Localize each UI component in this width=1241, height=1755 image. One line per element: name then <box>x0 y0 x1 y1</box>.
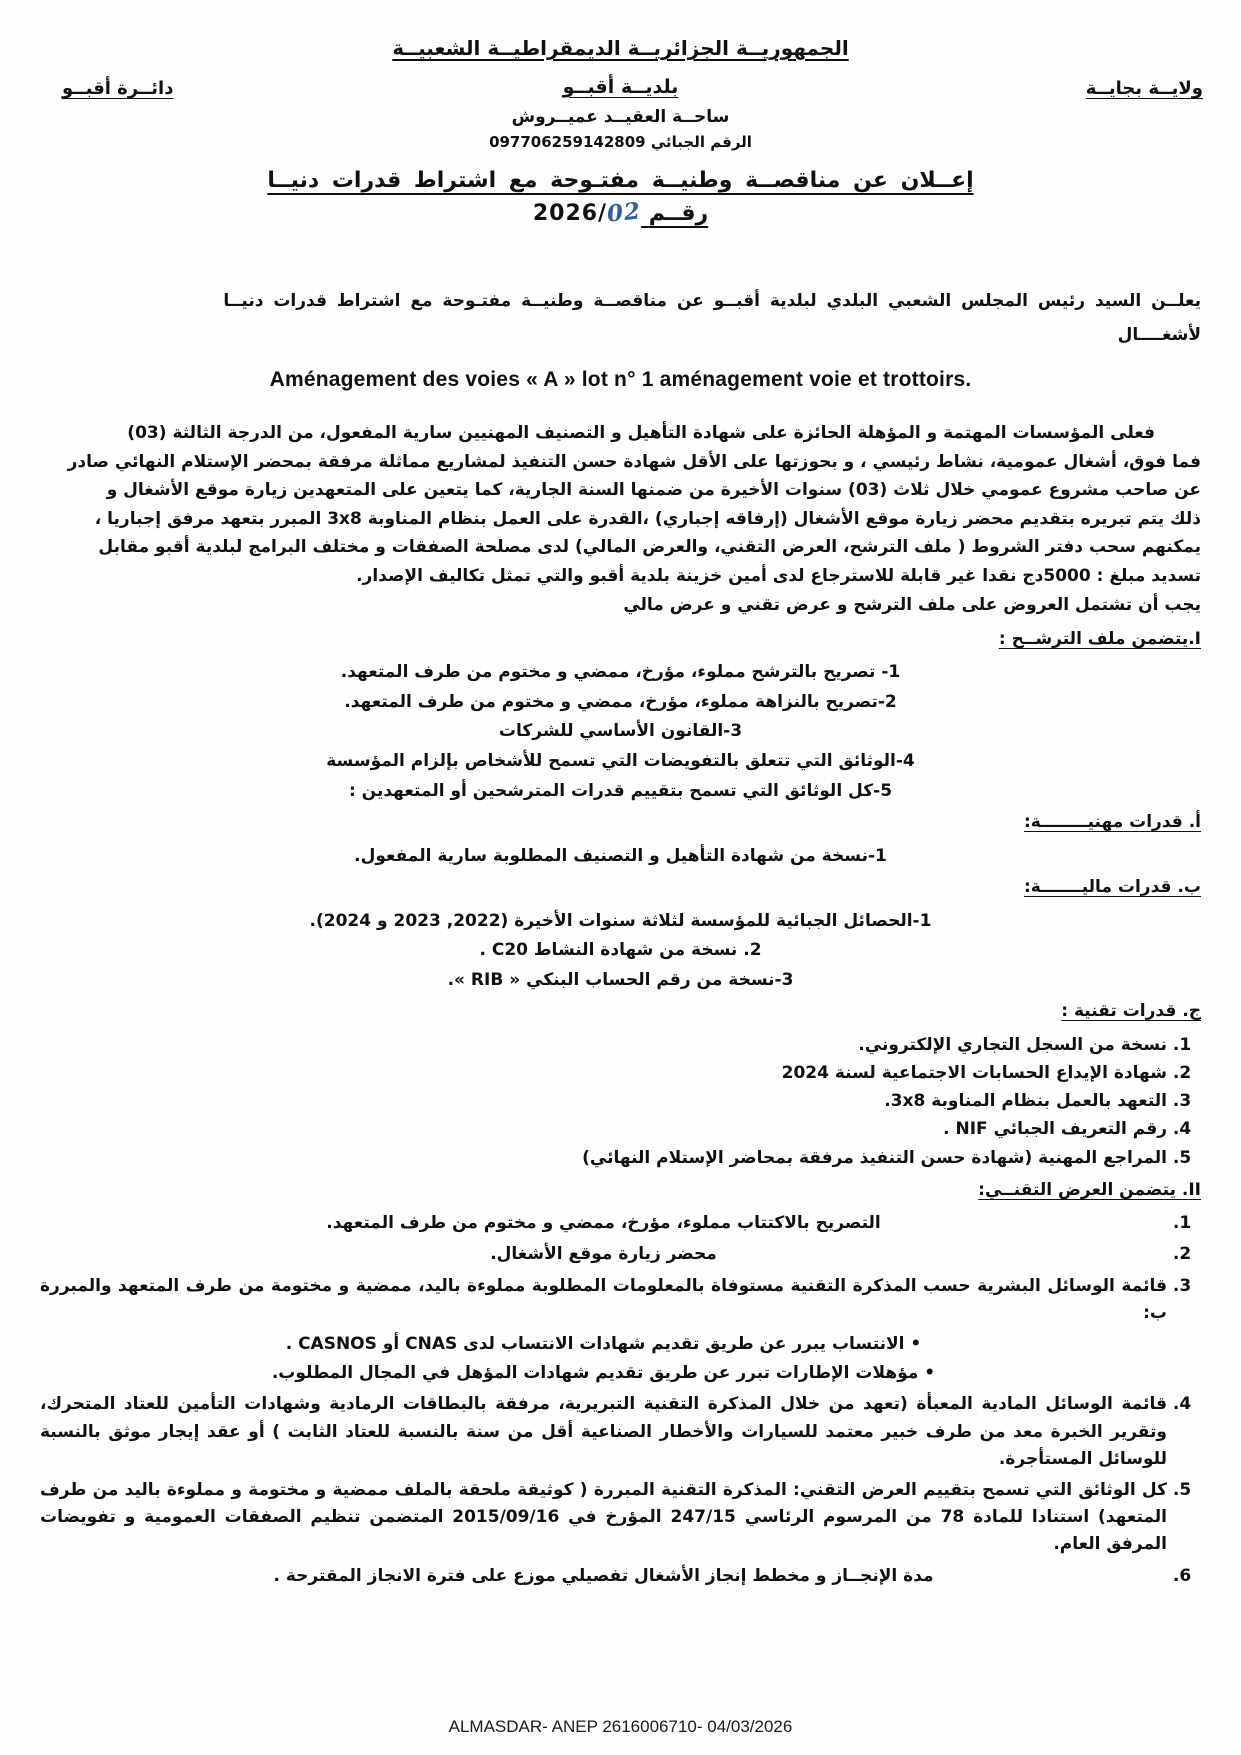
announcement-number-line <box>533 199 708 226</box>
list-item: 5. المراجع المهنية (شهادة حسن التنفيذ مرفقة بمحاضر الإستلام النهائي) <box>40 1145 1167 1172</box>
intro-line-1: يعلــن السيد رئيس المجلس الشعبي البلدي لبلدية أقبــو عن مناقصــة وطنيــة مفتـوحة مع اشتراط قدرات دنيــا <box>223 291 1201 311</box>
sub-bullet: • مؤهلات الإطارات تبرر عن طريق تقديم شهادات المؤهل في المجال المطلوب. <box>271 1363 936 1384</box>
number-label: رقــم <box>648 201 709 226</box>
list-item: 4. رقم التعريف الجبائي NIF . <box>40 1116 1167 1143</box>
main-paragraph-line-2: فما فوق، أشغال عمومية، نشاط رئيسي ، و بحوزتها على الأقل شهادة حسن التنفيذ لمشاريع مماثلة مرفقة بمحضر الإستلام النهائي صادر <box>67 451 1201 472</box>
section-I-heading: I.يتضمن ملف الترشــح : <box>998 628 1201 649</box>
section-II-heading: II. يتضمن العرض التقنــي: <box>978 1179 1201 1200</box>
announcement-title-block <box>0 168 1241 226</box>
list-item: 2. شهادة الإيداع الحسابات الاجتماعية لسنة 2024 <box>40 1060 1167 1087</box>
list-item: 1-الحصائل الجبائية للمؤسسة لثلاثة سنوات الأخيرة (2022, 2023 و 2024). <box>309 910 932 931</box>
handwritten-number: 02 <box>605 197 643 228</box>
list-item: 1. نسخة من السجل التجاري الإلكتروني. <box>40 1032 1167 1059</box>
daira-label: دائــرة أقبــو <box>62 78 174 99</box>
address-line: ساحــة العقيــد عميــروش <box>511 106 730 127</box>
section-II-sub-bullets <box>40 1331 1167 1387</box>
section-I-list <box>40 659 1201 805</box>
financial-capabilities-list <box>40 908 1201 995</box>
list-item: 3. التعهد بالعمل بنظام المناوبة 3x8. <box>40 1088 1167 1115</box>
list-item: 2. نسخة من شهادة النشاط C20 . <box>479 940 762 961</box>
technical-capabilities-list <box>40 1032 1201 1172</box>
list-item: 2. محضر زيارة موقع الأشغال. <box>40 1241 1167 1268</box>
technical-capabilities-heading: ج. قدرات تقنية : <box>1061 1001 1201 1022</box>
document-body <box>40 288 1201 1594</box>
fiscal-number-label: الرقم الجبائي <box>650 133 752 152</box>
main-paragraph-line-5: يمكنهم سحب دفتر الشروط ( ملف الترشح، العرض التقني، والعرض المالي) لدى مصلحة الصفقات و مختلف البرامج لبلدية أقبو مقابل <box>98 537 1201 558</box>
financial-capabilities-heading: ب. قدرات ماليـــــــة: <box>1023 877 1201 898</box>
document-footer: ALMASDAR- ANEP 2616006710- 04/03/2026 <box>448 1717 793 1736</box>
offers-composition-note: يجب أن تشتمل العروض على ملف الترشح و عرض تقني و عرض مالي <box>623 595 1201 616</box>
fiscal-number-line <box>0 132 1241 154</box>
list-item: 3-نسخة من رقم الحساب البنكي « RIB ». <box>447 969 794 990</box>
list-item: 1-نسخة من شهادة التأهيل و التصنيف المطلوبة سارية المفعول. <box>354 845 887 866</box>
professional-capabilities-list <box>40 843 1201 871</box>
wilaya-label: ولايــة بجايــة <box>1085 78 1203 99</box>
sub-bullet: • الانتساب يبرر عن طريق تقديم شهادات الانتساب لدى CNAS أو CASNOS . <box>285 1334 922 1355</box>
main-paragraph-line-1: فعلى المؤسسات المهتمة و المؤهلة الحائزة على شهادة التأهيل و التصنيف المهنيين سارية المفعول، من الدرجة الثالثة (03) <box>127 423 1155 444</box>
list-item: 5-كل الوثائق التي تسمح بتقييم قدرات المترشحين أو المتعهدين : <box>348 780 893 801</box>
list-item: 6. مدة الإنجــاز و مخطط إنجاز الأشغال تفصيلي موزع على فترة الانجاز المقترحة . <box>40 1563 1167 1590</box>
header-center-block <box>0 34 1241 154</box>
list-item: 3. قائمة الوسائل البشرية حسب المذكرة التقنية مستوفاة بالمعلومات المطلوبة مملوءة باليد، ممضية و مختومة من طرف المتعهد والمبررة ب: <box>40 1273 1167 1327</box>
list-item: 1. التصريح بالاكتتاب مملوء، مؤرخ، ممضي و مختوم من طرف المتعهد. <box>40 1210 1167 1237</box>
intro-line-2: لأشغــــال <box>1117 324 1201 345</box>
list-item: 4. قائمة الوسائل المادية المعبأة (تعهد من خلال المذكرة التقنية التبريرية، مرفقة بالبطاقات الرمادية وشهادات التأمين للعتاد المتحرك، وتقرير الخبرة معد من طرف خبير معتمد للسيارات والأخطار الصناعية أقل من سنة بالنسبة للعتاد الثابت ) أو عقد إيجار موثق بالنسبة للوسائل المستأجرة. <box>40 1391 1167 1473</box>
list-item: 3-القانون الأساسي للشركات <box>498 721 743 742</box>
commune-title: بلديــة أقبــو <box>562 76 679 98</box>
main-paragraph-line-4: ذلك يتم تبريره بتقديم محضر زيارة موقع الأشغال (إرفاقه إجباري) ،القدرة على العمل بنظام المناوبة 3x8 المبرر بتعهد مرفق إجباريا ، <box>94 508 1201 529</box>
project-title-french: Aménagement des voies « A » lot n° 1 aménagement voie et trottoirs. <box>269 368 972 392</box>
fiscal-number-value: 097706259142809 <box>489 133 646 152</box>
list-item: 4-الوثائق التي تتعلق بالتفويضات التي تسمح للأشخاص بإلزام المؤسسة <box>326 751 915 772</box>
announcement-year: 2026/ <box>532 201 608 226</box>
announcement-title: إعــلان عن مناقصــة وطنيــة مفتـوحة مع اشتراط قدرات دنيــا <box>267 168 974 193</box>
section-II-list <box>40 1210 1201 1589</box>
document-header <box>0 34 1241 152</box>
republic-title: الجمهوريــة الجزائريــة الديمقراطيــة الشعبيــة <box>392 36 849 60</box>
list-item: 5. كل الوثائق التي تسمح بتقييم العرض التقني: المذكرة التقنية المبررة ( كوثيقة ملحقة بالملف ممضية و مختومة و مملوءة باليد من طرف المتعهد) استنادا للمادة 78 من المرسوم الرئاسي 247/15 المؤرخ في 2015/09/16 المتضمن تنظيم الصفقات العمومية و تفويضات المرفق العام. <box>40 1477 1167 1559</box>
main-paragraph-line-6: تسديد مبلغ : 5000دج نقدا غير قابلة للاسترجاع لدى أمين خزينة بلدية أقبو والتي تمثل تكاليف الإصدار. <box>356 565 1201 586</box>
list-item: 2-تصريح بالنزاهة مملوء، مؤرخ، ممضي و مختوم من طرف المتعهد. <box>344 691 897 712</box>
main-paragraph-line-3: عن صاحب مشروع عمومي خلال ثلاث (03) سنوات الأخيرة من ضمنها السنة الجارية، كما يتعين على المتعهدين زيارة موقع الأشغال و <box>106 480 1201 501</box>
list-item: 1- تصريح بالترشح مملوء، مؤرخ، ممضي و مختوم من طرف المتعهد. <box>340 662 901 683</box>
professional-capabilities-heading: أ. قدرات مهنيــــــــة: <box>1024 812 1201 833</box>
